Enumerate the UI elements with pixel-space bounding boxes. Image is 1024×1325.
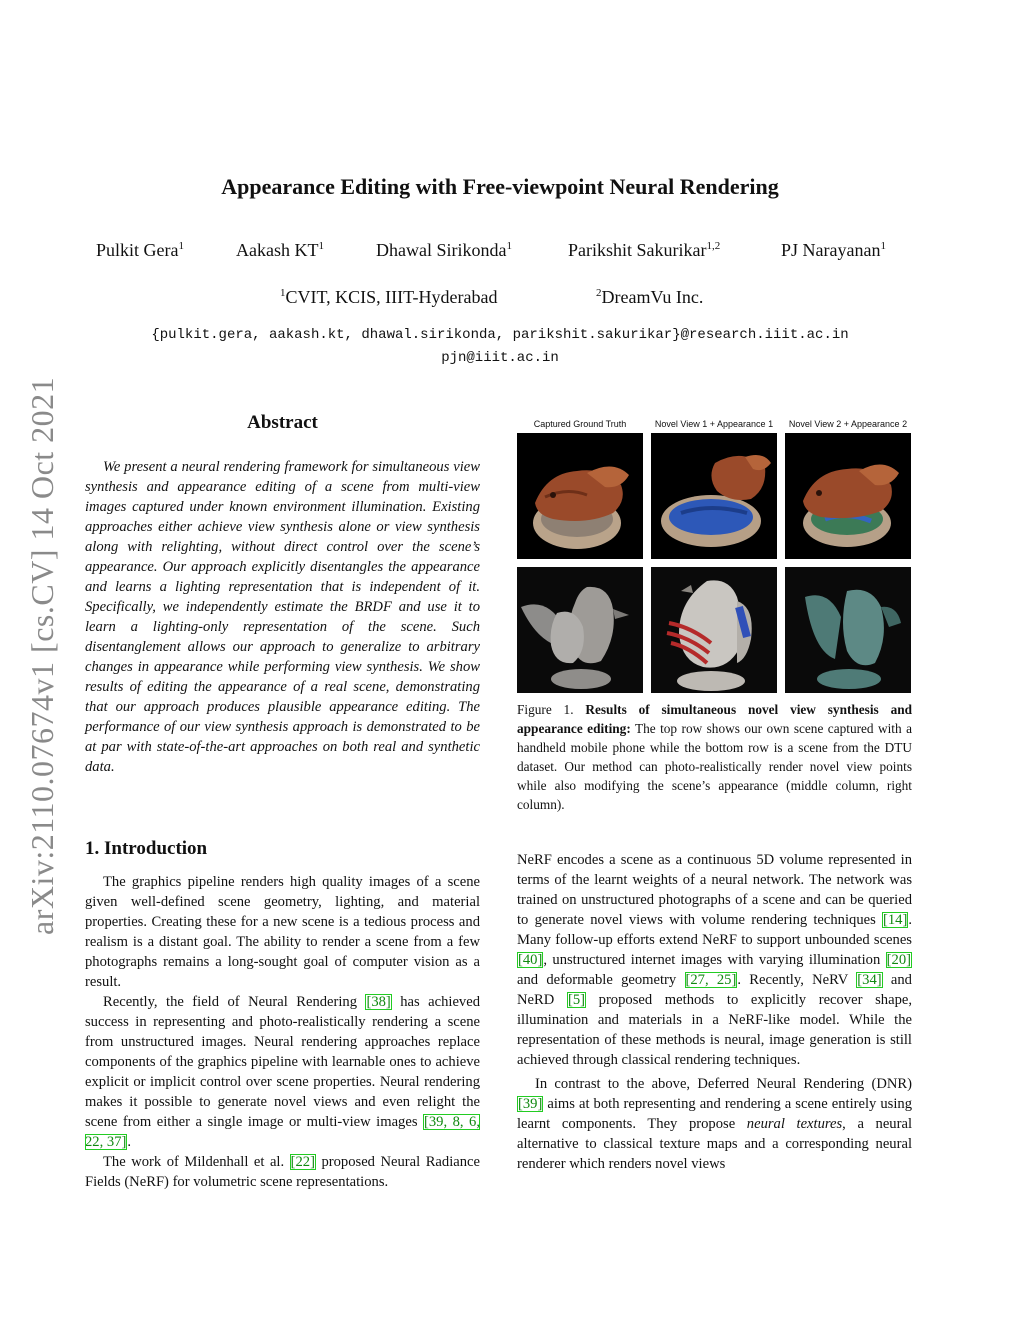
abstract-text: We present a neural rendering framework for simultaneous view synthesis and appearance editing of a scene from multi-view images captured under known environment illumination. Existing approaches either achieve view synthesis alone or view synthesis along with relighting, without direct control over the scene’s appearance. Our approach explicitly disentangles the appearance and learns a lighting representation that is independent of it. Specifically, we independently estimate the BRDF and use it to learn a lighting-only representation of the scene. Such disentanglement allows our approach to generalize to arbitrary changes in appearance while performing view synthesis. We show results of editing the appearance of a real scene, demonstrating that our approach produces plausible appearance editing. The performance of our view synthesis approach is demonstrated to be at par with state-of-the-art approaches on both real and synthetic data. (85, 459, 480, 775)
citation-link[interactable]: [40] (518, 952, 543, 968)
author-5: PJ Narayanan$^1$ (781, 240, 886, 260)
citation-link[interactable]: [20] (886, 952, 911, 968)
paper-title: Appearance Editing with Free-viewpoint Neural Rendering (221, 174, 779, 199)
introduction-right-column (517, 850, 912, 1174)
figure-image-fish-ground-truth (517, 433, 643, 559)
abstract-heading: Abstract (247, 412, 318, 433)
email-line-1: {pulkit.gera, aakash.kt, dhawal.sirikonda, parikshit.sakurikar}@research.iiit.ac.in (151, 327, 849, 343)
email-line-2: pjn@iiit.ac.in (441, 350, 559, 366)
figure-label-novel-view-2: Novel View 2 + Appearance 2 (788, 419, 908, 429)
figure-image-bird-ground-truth (517, 567, 643, 693)
paragraph: The work of Mildenhall et al. [22] proposed Neural Radiance Fields (NeRF) for volumetric scene representations. (85, 1154, 480, 1190)
figure-label-ground-truth: Captured Ground Truth (533, 419, 627, 429)
introduction-left-column (85, 872, 480, 1192)
author-4: Parikshit Sakurikar$^{1,2}$ (568, 240, 721, 260)
citation-link[interactable]: [27, 25] (685, 972, 737, 988)
citation-link[interactable]: [5] (567, 992, 585, 1008)
citation-link[interactable]: [38] (366, 994, 391, 1010)
citation-link[interactable]: [22] (290, 1154, 315, 1170)
citation-link[interactable]: [14] (883, 912, 908, 928)
paragraph: The graphics pipeline renders high quality images of a scene given well-defined scene geometry, lighting, and material properties. Creating these for a new scene is a tedious process and realism is a distant goal. The ability to render a scene from a few photographs remains a long-sought goal of computer vision as a result. (85, 874, 480, 990)
figure-caption: Figure 1. Results of simultaneous novel view synthesis and appearance editing: The top row shows our own scene captured with a handheld mobile phone while the bottom row is a scene from the DTU dataset. Our method can photo-realistically render novel view points while also modifying the scene’s appearance (middle column, right column). (517, 702, 913, 812)
arxiv-stamp: arXiv:2110.07674v1 [cs.CV] 14 Oct 2021 (24, 376, 60, 935)
affiliation-2: $^2$DreamVu Inc. (596, 287, 704, 307)
citation-link[interactable]: [34] (857, 972, 882, 988)
introduction-heading: 1. Introduction (85, 838, 208, 859)
figure-label-novel-view-1: Novel View 1 + Appearance 1 (654, 419, 774, 429)
figure-image-fish-novel-view-2 (785, 433, 911, 559)
paragraph: In contrast to the above, Deferred Neural Rendering (DNR) [39] aims at both representing and rendering a scene entirely using learnt components. They propose neural textures, a neural alternative to classical texture maps and a corresponding neural renderer which renders novel views (517, 1076, 912, 1172)
figure-image-bird-novel-view-2 (785, 567, 911, 693)
paragraph: Recently, the field of Neural Rendering [38] has achieved success in representing and photo-realistically rendering a scene from unstructured images. Neural rendering approaches replace components of the graphics pipeline with learnable ones to achieve explicit or implicit control over scene properties. Neural rendering makes it possible to generate novel views and even relight the scene from either a single image or multi-view images [39, 8, 6, 22, 37]. (85, 994, 480, 1150)
figure-image-fish-novel-view-1 (651, 433, 777, 559)
author-2: Aakash $KT^1$ (236, 240, 324, 260)
figure-image-bird-novel-view-1 (651, 567, 777, 693)
citation-link[interactable]: [39] (518, 1096, 543, 1112)
author-3: Dhawal Sirikonda$^1$ (376, 240, 512, 260)
paragraph: NeRF encodes a scene as a continuous 5D volume represented in terms of the learnt weights of a neural network. The network was trained on unstructured photographs of a scene and can be queried to generate novel views with volume rendering techniques [14]. Many follow-up efforts extend NeRF to support unbounded scenes [40], unstructured internet images with varying illumination [20] and deformable geometry [27, 25]. Recently, NeRV [34] and NeRD [5] proposed methods to explicitly recover shape, illumination and materials in a NeRF-like model. While the representation of these methods is neural, image generation is still achieved through classical rendering techniques. (517, 852, 912, 1068)
affiliation-1: $^1$CVIT, KCIS, IIIT-Hyderabad (280, 287, 498, 307)
author-1: Pulkit Gera$^1$ (96, 240, 184, 260)
citation-link[interactable]: [39, 8, 6, 22, 37] (85, 1114, 480, 1150)
